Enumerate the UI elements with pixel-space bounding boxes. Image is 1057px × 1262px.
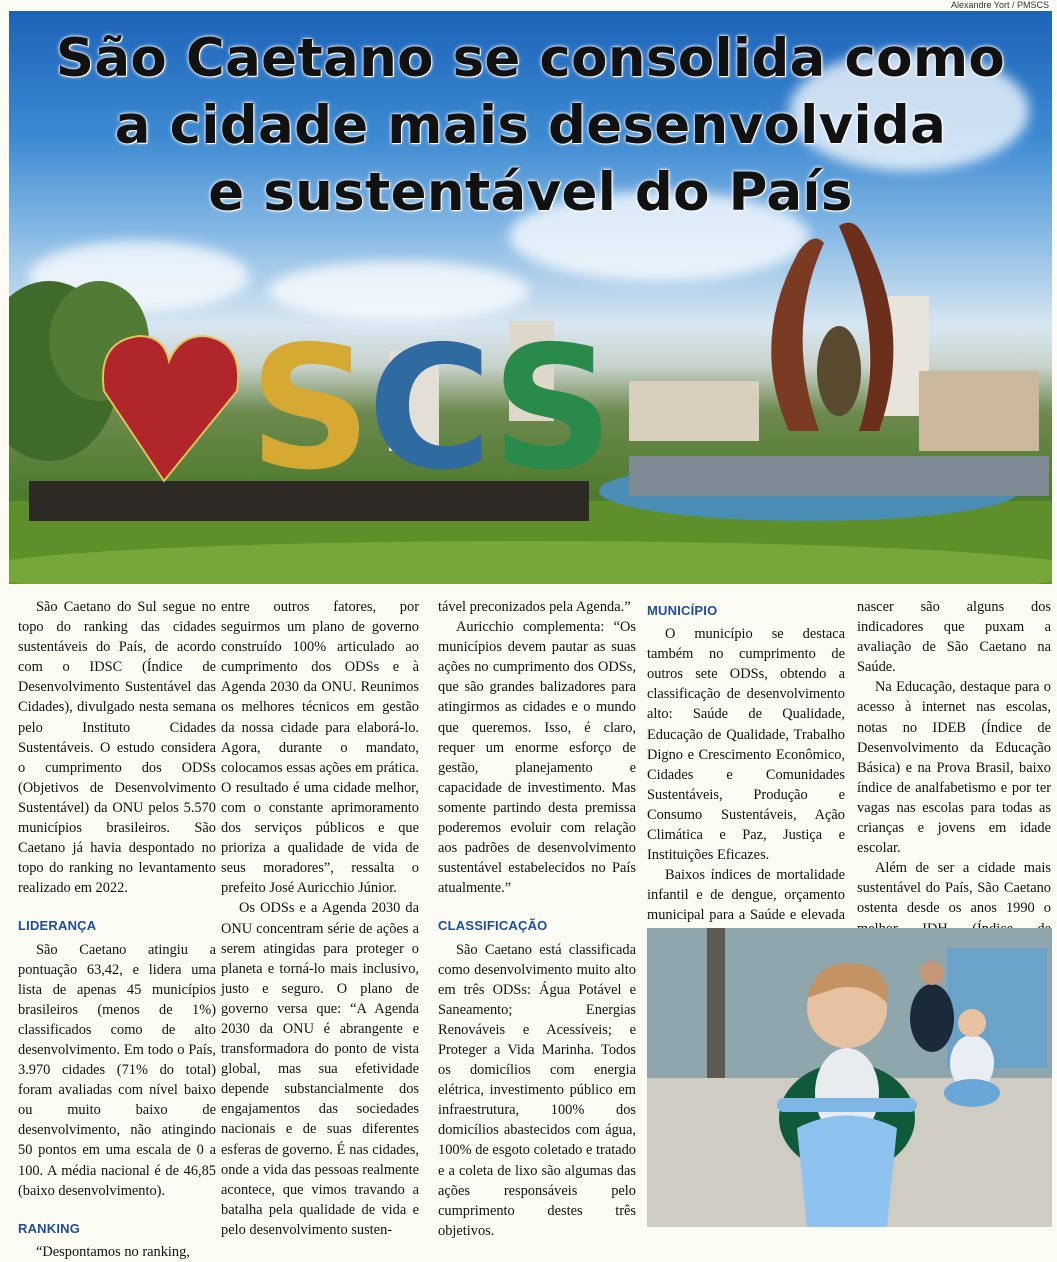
paragraph: Na Educação, destaque para o acesso à internet nas escolas, notas no IDEB (Índice de Desenvolvimento da Educação Básica) e na Prova Brasil, baixo índice de analfabetismo e por ter vagas nas escolas para todas as crianças e jovens em idade escolar. [857,679,1051,857]
heart-sculpture [103,336,238,481]
paragraph: São Caetano atingiu a pontuação 63,42, e lidera uma lista de apenas 45 municípios brasileiros (menos de 1%) classificados como de alto desenvolvimento. Em todo o País, 3.970 cidades (71% do total) foram avaliadas com nível baixo ou muito baixo de desenvolvimento, não atingindo 50 pontos em uma escala de 0 a 100. A média nacional é de 46,85 (baixo desenvolvimento). [18,941,216,1199]
headline [9,25,1052,226]
children-photo [647,928,1052,1227]
sign-letter: C [367,310,492,508]
sign-letter: S [491,310,610,508]
paragraph: nascer são alguns dos indicadores que puxam a avaliação de São Caetano na Saúde. [857,599,1051,676]
sign-letter: S [249,310,368,508]
column-5 [857,597,1051,979]
paragraph: Os ODSs e a Agenda 2030 da ONU concentram série de ações a serem atingidas para proteger o planeta e torná-lo mais inclusivo, justo e seguro. O plano de governo versa que: “A Agenda 2030 da ONU é abrangente e transformadora do ponto de vista global, mas sua efetividade depende substancialmente dos engajamentos das sociedades nacionais e de suas diferentes esferas de governo. É nas cidades, onde a vida das pessoas realmente acontece, que vimos travando a batalha pela qualidade de vida e pelo desenvolvimento susten- [221,900,419,1238]
subheading-classificacao: CLASSIFICAÇÃO [438,918,548,934]
hero-photo [9,11,1052,584]
paragraph: São Caetano está classificada como desenvolvimento muito alto em três ODSs: Água Potável e Saneamento; Energias Renováveis e Acessíveis; e Proteger a Vida Marinha. Todos os domicílios com energia elétrica, investimento público em infraestrutura, 100% dos domicílios abastecidos com água, 100% de esgoto coletado e tratado e a coleta de lixo são algumas das ações responsáveis pelo cumprimento destes três objetivos. [438,941,636,1239]
fountain-sculpture [771,239,824,432]
column-2 [221,597,419,1240]
paragraph: tável preconizados pela Agenda.” [438,599,631,615]
scs-sign [249,310,610,508]
paragraph: entre outros fatores, por seguirmos um plano de governo construído 100% articulado ao cumprimento dos ODSs e à Agenda 2030 da ONU. Reunimos os melhores técnicos em gestão da nossa cidade para elaborá-lo. Agora, durante o mandato, colocamos essas ações em prática. O resultado é uma cidade melhor, com o constante aprimoramento dos serviços públicos e que prioriza a qualidade de vida de seus moradores”, ressalta o prefeito José Auricchio Júnior. [221,599,419,897]
paragraph: O município se destaca também no cumprimento de outros sete ODSs, obtendo a classificação de desenvolvimento alto: Saúde de Qualidade, Educação de Qualidade, Trabalho Digno e Crescimento Econômico, Cidades e Comunidades Sustentáveis, Produção e Consumo Sustentáveis, Ação Climática e Paz, Justiça e Instituições Eficazes. [647,626,845,864]
headline-line: a cidade mais desenvolvida [114,95,947,156]
subheading-ranking: RANKING [18,1220,81,1236]
headline-line: e sustentável do País [208,162,853,223]
children-scene [647,928,1052,1227]
photo-credit: Alexandre Yort / PMSCS [950,0,1049,10]
paragraph: “Despontamos no ranking, [36,1243,190,1260]
column-4 [647,597,845,946]
paragraph: Auricchio complementa: “Os municípios devem pautar as suas ações no cumprimento dos ODSs, que são grandes balizadores para atingirmos as cidades e o mundo que queremos. Isso, é claro, requer um enorme esforço de gestão, planejamento e capacidade de investimento. Mas somente partindo desta premissa poderemos evoluir com relação aos padrões de desenvolvimento sustentável estabelecidos no País atualmente.” [438,619,636,897]
headline-line: São Caetano se consolida como [55,28,1006,89]
paragraph: São Caetano do Sul segue no topo do ranking das cidades sustentáveis do País, de acordo com o IDSC (Índice de Desenvolvimento Sustentável das Cidades), divulgado nesta semana pelo Instituto Cidades Sustentáveis. O estudo considera o cumprimento dos ODSs (Objetivos de Desenvolvimento Sustentável) da ONU pelos 5.570 municípios brasileiros. São Caetano já havia despontado no topo do ranking no levantamento realizado em 2022. [18,599,216,897]
subheading-municipio: MUNICÍPIO [647,603,718,618]
paragraph: Além de ser a cidade mais sustentável do País, São Caetano ostenta desde os anos 1990 o [857,860,1051,917]
column-1 [18,597,216,1262]
paragraph: Baixos índices de mortalidade infantil e de dengue, orçamento municipal para a Saúde e elevada [647,867,845,924]
column-3 [438,597,636,1241]
subheading-lideranca: LIDERANÇA [18,918,97,934]
